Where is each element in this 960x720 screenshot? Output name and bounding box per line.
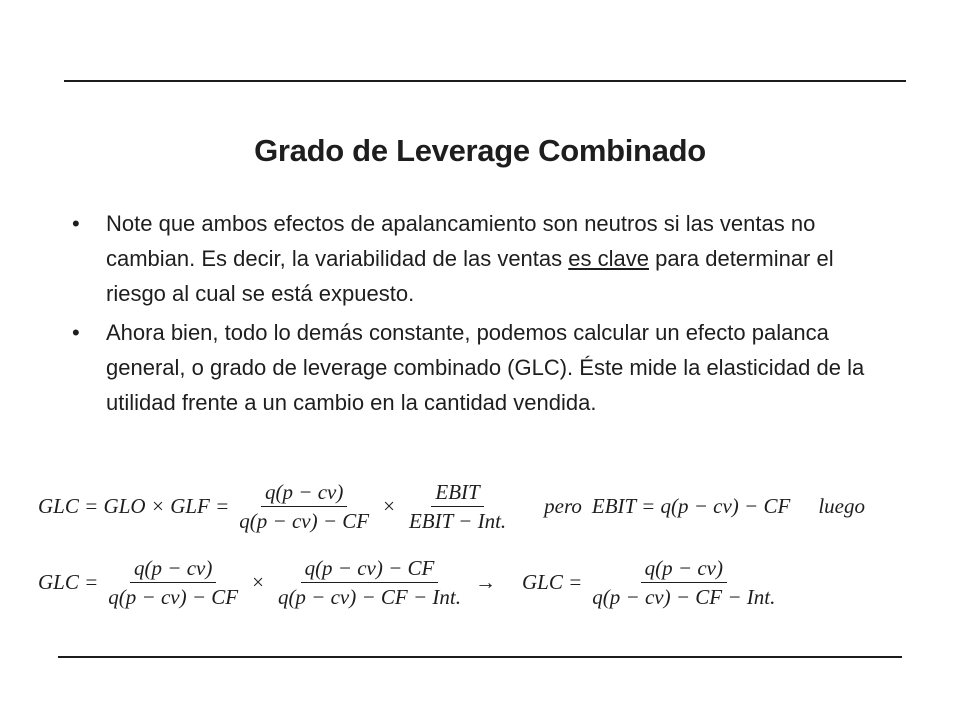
formula-row-2 (38, 554, 785, 611)
bullet-item-1 (72, 206, 892, 311)
fraction-denominator: q(p − cv) − CF (108, 585, 239, 609)
fraction-denominator: q(p − cv) − CF (239, 509, 370, 533)
fraction-denominator: EBIT − Int. (408, 509, 507, 533)
fraction-numerator: q(p − cv) (641, 554, 727, 583)
ebit-identity: EBIT = q(p − cv) − CF (591, 494, 791, 518)
top-divider (64, 80, 906, 82)
underlined-key-phrase: es clave (568, 246, 649, 271)
fraction-numerator: EBIT (431, 478, 483, 507)
fraction-glc-result (588, 554, 779, 611)
implies-arrow: → (475, 570, 496, 594)
slide-title: Grado de Leverage Combinado (254, 132, 706, 168)
times-operator: × (383, 494, 395, 518)
times-operator: × (252, 570, 264, 594)
bottom-divider (58, 656, 902, 658)
formula-lhs: GLC = GLO × GLF = (38, 494, 230, 518)
fraction-glo (104, 554, 242, 611)
bullet-marker: • (72, 320, 80, 345)
fraction-denominator: q(p − cv) − CF − Int. (592, 585, 776, 609)
fraction-glf (405, 478, 510, 535)
fraction-numerator: q(p − cv) (130, 554, 216, 583)
fraction-denominator: q(p − cv) − CF − Int. (277, 585, 461, 609)
fraction-glo (235, 478, 373, 535)
formula-result-lhs: GLC = (522, 570, 583, 594)
formula-row-1 (38, 478, 875, 535)
formula-lhs: GLC = (38, 570, 99, 594)
bullet-marker: • (72, 211, 80, 236)
bullet-item-2 (72, 315, 892, 420)
bullet-text-1b: para determinar el riesgo al cual se está expuesto. (106, 246, 834, 306)
bullet-text-2: Ahora bien, todo lo demás constante, podemos calcular un efecto palanca general, o grado de leverage combinado (GLC). Éste mide la elasticidad de la utilidad frente a un cambio en la cantidad vendida. (106, 320, 865, 415)
connector-word-pero: pero (544, 494, 582, 518)
bullet-list (72, 206, 892, 424)
fraction-glf-expanded (274, 554, 465, 611)
formula-block (38, 478, 938, 628)
fraction-numerator: q(p − cv) (261, 478, 347, 507)
fraction-numerator: q(p − cv) − CF (301, 554, 439, 583)
bullet-text-1a: Note que ambos efectos de apalancamiento son neutros si las ventas no cambian. Es decir, la variabilidad de las ventas (106, 211, 816, 271)
connector-word-luego: luego (818, 494, 865, 518)
